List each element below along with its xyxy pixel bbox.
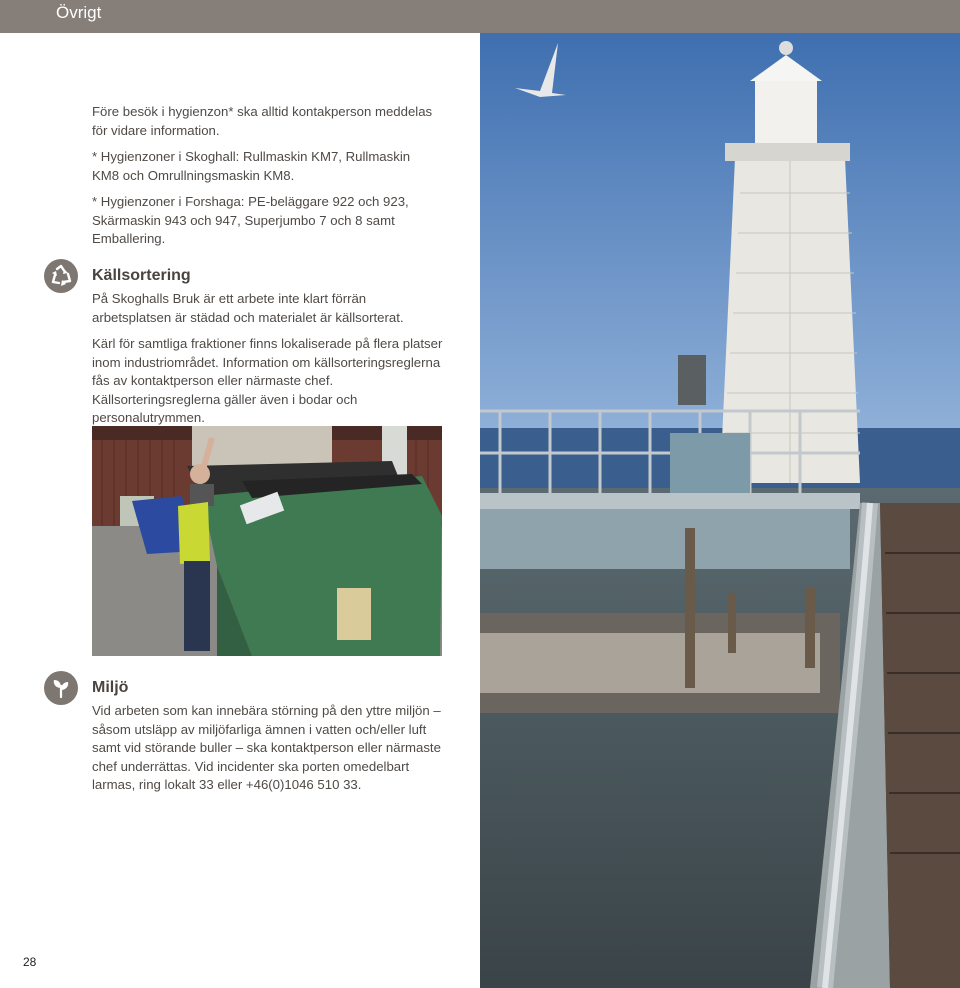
page-number: 28 xyxy=(23,955,37,969)
recycle-icon xyxy=(44,259,78,293)
miljo-paragraph-1: Vid arbeten som kan innebära störning på den yttre miljön – såsom utsläpp av miljöfarliga ämnen i vatten och/eller luft samt vid störande buller – ska kontaktperson eller närmaste chef underrättas. Vid incidenter ska porten omedelbart larmas, ring lokalt 33 eller +46(0)1046 510 33. xyxy=(92,703,441,792)
kallsortering-heading: Källsortering xyxy=(92,267,191,284)
kallsortering-section xyxy=(92,266,448,428)
intro-paragraph-3: * Hygienzoner i Forshaga: PE-beläggare 922 och 923, Skärmaskin 943 och 947, Superjumbo 7 och 8 samt Emballering. xyxy=(92,194,409,246)
miljo-heading: Miljö xyxy=(92,679,129,696)
miljo-section xyxy=(92,678,448,795)
page-title: Övrigt xyxy=(56,3,102,22)
header-bar xyxy=(0,0,960,33)
leaf-icon xyxy=(44,671,78,705)
intro-section xyxy=(92,103,448,249)
recycling-bins-photo xyxy=(92,426,442,656)
lighthouse-photo xyxy=(480,33,960,988)
intro-paragraph-2: * Hygienzoner i Skoghall: Rullmaskin KM7, Rullmaskin KM8 och Omrullningsmaskin KM8. xyxy=(92,149,411,183)
intro-paragraph-1: Före besök i hygienzon* ska alltid kontakperson meddelas för vidare information. xyxy=(92,104,433,138)
kallsortering-paragraph-1: På Skoghalls Bruk är ett arbete inte klart förrän arbetsplatsen är städad och materialet är källsorterat. xyxy=(92,291,404,325)
kallsortering-paragraph-2: Kärl för samtliga fraktioner finns lokaliserade på flera platser inom industriområdet. Information om källsorteringsreglerna fås av kontaktperson eller närmaste chef. Källsorteringsreglerna gäller även i bodar och personalutrymmen. xyxy=(92,336,443,425)
